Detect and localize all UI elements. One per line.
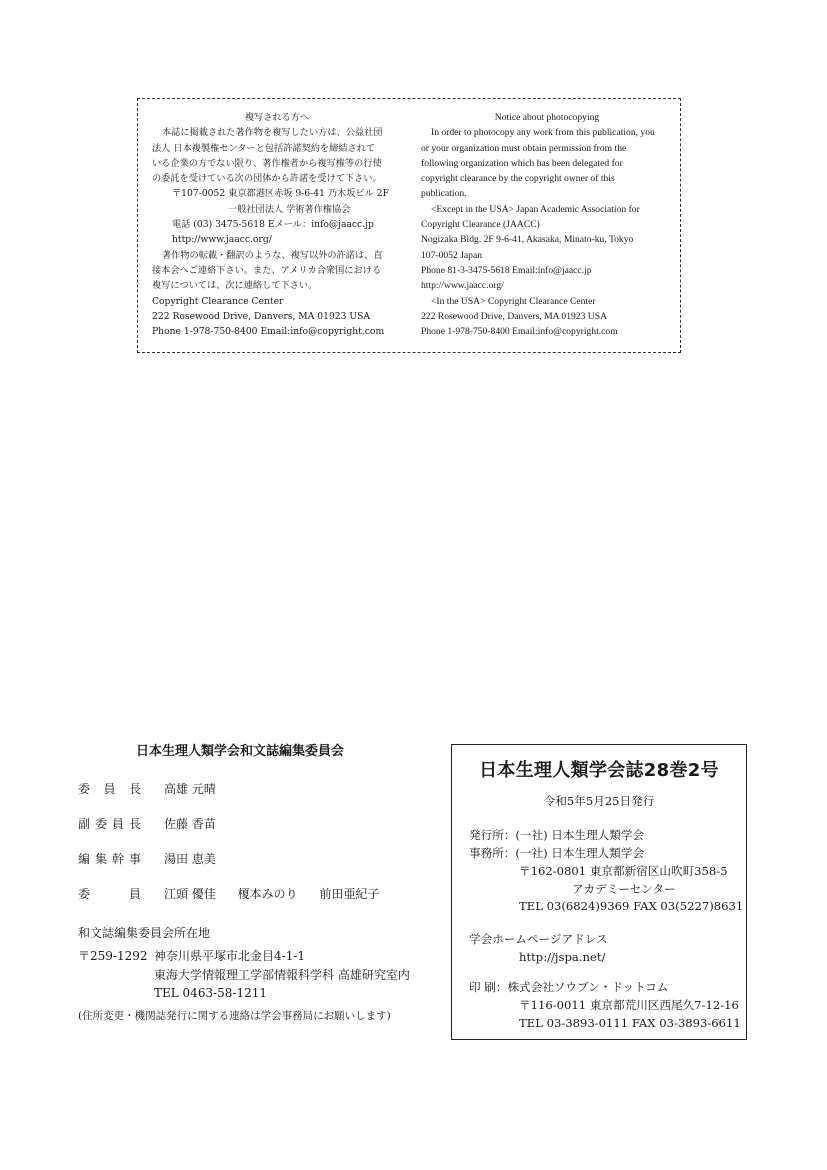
committee-address-line: 神奈川県平塚市北金目4-1-1	[154, 949, 306, 963]
notice-en-line: publication.	[421, 188, 467, 200]
member-role: 編 集 幹 事	[78, 852, 141, 866]
notice-en-line: Copyright Clearance (JAACC)	[421, 219, 540, 231]
office: 事務所：(一社) 日本生理人類学会	[469, 846, 645, 860]
notice-en-line: <Except in the USA> Japan Academic Association for	[431, 203, 640, 215]
notice-jp-line: Phone 1-978-750-8400 Email:info@copyright.com	[152, 326, 385, 338]
member-name: 前田亜紀子	[319, 887, 380, 901]
notice-jp-title: 複写される方へ	[244, 112, 310, 123]
notice-en-line: <In the USA> Copyright Clearance Center	[431, 295, 596, 307]
printer: 印 刷：株式会社ソウブン・ドットコム	[469, 980, 669, 994]
journal-title: 日本生理人類学会誌28巻2号	[479, 760, 719, 781]
office-tel: TEL 03(6824)9369 FAX 03(5227)8631	[519, 899, 744, 913]
committee-title: 日本生理人類学会和文誌編集委員会	[136, 744, 345, 759]
notice-jp-line: 接本会へご連絡下さい。また、アメリカ合衆国における	[152, 264, 382, 276]
notice-en-line: Phone 1-978-750-8400 Email:info@copyright.com	[421, 326, 618, 338]
notice-jp-line: 本誌に掲載された著作物を複写したい方は、公益社団	[162, 127, 383, 139]
notice-jp-line: 電話 (03) 3475-5618 Eメール：info@jaacc.jp	[172, 219, 374, 231]
member-names	[164, 885, 398, 902]
notice-jp-line: の委託を受けている次の団体から許諾を受けて下さい。	[152, 173, 382, 185]
printer-tel: TEL 03-3893-0111 FAX 03-3893-6611	[519, 1016, 741, 1030]
notice-jp-line: 法人 日本複製権センターと包括許諾契約を締結されて	[152, 142, 376, 154]
member-names	[164, 780, 246, 797]
journal-info-box	[451, 744, 747, 1040]
notice-en-line: In order to photocopy any work from this publication, you	[431, 127, 655, 139]
member-role: 委 員	[78, 887, 141, 901]
member-name: 江頭 優佳	[164, 887, 216, 901]
member-names	[164, 815, 246, 832]
notice-jp-link[interactable]: http://www.jaacc.org/	[172, 234, 272, 246]
photocopy-notice-box	[137, 98, 681, 353]
notice-en-line: or your organization must obtain permission from the	[421, 142, 627, 154]
committee-tel: TEL 0463-58-1211	[154, 986, 268, 1000]
committee-note: (住所変更・機関誌発行に関する連絡は学会事務局にお願いします)	[78, 1010, 391, 1022]
notice-jp-line: 一般社団法人 学術著作権協会	[228, 203, 351, 215]
printer-address: 〒116-0011 東京都荒川区西尾久7-12-16	[519, 998, 739, 1012]
homepage-link[interactable]: http://jspa.net/	[519, 950, 606, 964]
member-name: 高雄 元晴	[164, 782, 216, 796]
member-name: 湯田 恵美	[164, 852, 216, 866]
notice-jp-line: Copyright Clearance Center	[152, 295, 284, 307]
committee-address-heading: 和文誌編集委員会所在地	[78, 926, 211, 940]
notice-jp-line: 著作物の転載・翻訳のような、複写以外の許諾は、直	[162, 249, 383, 261]
member-role: 副 委 員 長	[78, 817, 141, 831]
publication-date: 令和5年5月25日発行	[543, 794, 655, 808]
notice-jp-line: 222 Rosewood Drive, Danvers, MA 01923 USA	[152, 310, 371, 322]
notice-en-link[interactable]: http://www.jaacc.org/	[421, 280, 504, 292]
office-address: アカデミーセンター	[572, 882, 676, 896]
member-name: 榎本みのり	[237, 887, 298, 901]
notice-japanese	[152, 110, 402, 339]
office-address: 〒162-0801 東京都新宿区山吹町358-5	[519, 864, 728, 878]
member-names	[164, 850, 246, 867]
notice-en-line: following organization which has been delegated for	[421, 157, 623, 169]
notice-jp-line: 複写については、次に連絡して下さい。	[152, 280, 318, 292]
notice-en-line: Phone 81-3-3475-5618 Email:info@jaacc.jp	[421, 264, 592, 276]
notice-english	[421, 110, 673, 339]
publisher: 発行所：(一社) 日本生理人類学会	[469, 828, 645, 842]
notice-en-line: copyright clearance by the copyright owner of this	[421, 173, 615, 185]
notice-jp-line: 〒107-0052 東京都港区赤坂 9-6-41 乃木坂ビル 2F	[172, 188, 389, 200]
member-role: 委 員 長	[78, 782, 141, 796]
notice-en-line: 222 Rosewood Drive, Danvers, MA 01923 USA	[421, 310, 608, 322]
committee-postal-code: 〒259-1292	[78, 949, 148, 963]
homepage-label: 学会ホームページアドレス	[469, 932, 608, 946]
committee-address-line: 東海大学情報理工学部情報科学科 高雄研究室内	[154, 968, 410, 982]
member-name: 佐藤 香苗	[164, 817, 216, 831]
notice-en-line: 107-0052 Japan	[421, 249, 483, 261]
notice-en-line: Nogizaka Bldg. 2F 9-6-41, Akasaka, Minato-ku, Tokyo	[421, 234, 634, 246]
notice-jp-line: いる企業の方でない限り、著作権者から複写権等の行使	[152, 157, 382, 169]
notice-en-title: Notice about photocopying	[494, 112, 600, 123]
